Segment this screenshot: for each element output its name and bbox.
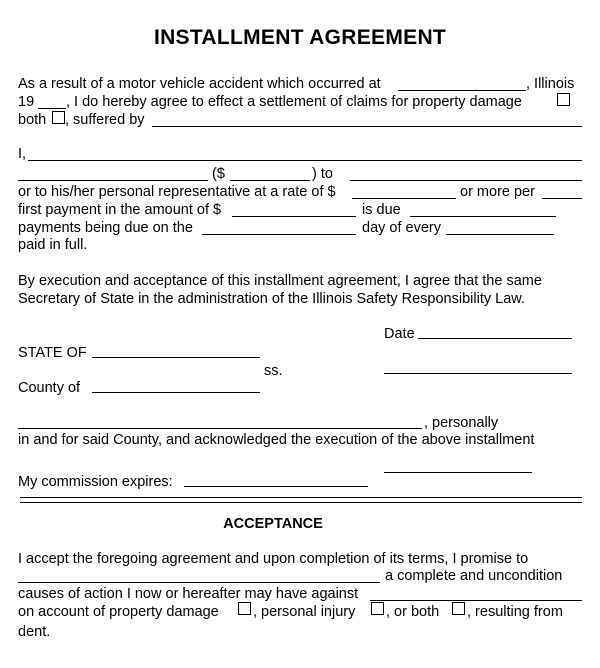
date-label: Date <box>384 326 415 342</box>
acceptance-text-3: causes of action I now or hereafter may have against <box>18 586 359 602</box>
acceptance-property-checkbox[interactable] <box>238 602 251 615</box>
payer-prefix: I, <box>18 146 27 162</box>
year-blank[interactable] <box>38 108 66 109</box>
ss-label: ss. <box>264 363 283 379</box>
commission-expiry-blank[interactable] <box>184 486 368 487</box>
interval-blank[interactable] <box>446 234 554 235</box>
appeared-name-blank[interactable] <box>18 428 422 429</box>
year-prefix: 19 <box>18 94 35 110</box>
or-both-label: , or both <box>386 604 440 620</box>
resulting-from-label: , resulting from <box>467 604 563 620</box>
amount-words-blank[interactable] <box>18 180 208 181</box>
first-payment-label: first payment in the amount of $ <box>18 202 222 218</box>
acceptance-heading: ACCEPTANCE <box>223 516 323 532</box>
intro-state-text: , Illinois <box>526 76 575 92</box>
acceptance-text-2: a complete and uncondition <box>385 568 563 584</box>
paid-in-full-text: paid in full. <box>18 237 88 253</box>
property-damage-label: on account of property damage <box>18 604 219 620</box>
payments-due-label: payments being due on the <box>18 220 193 236</box>
amount-open-label: ($ <box>212 166 225 182</box>
section-divider-top <box>20 497 582 498</box>
document-title: INSTALLMENT AGREEMENT <box>153 26 447 49</box>
acceptance-release-blank[interactable] <box>18 582 380 583</box>
first-payment-blank[interactable] <box>232 216 356 217</box>
execution-text-1: By execution and acceptance of this installment agreement, I agree that the same <box>18 273 542 289</box>
rate-amount-blank[interactable] <box>352 198 456 199</box>
amount-number-blank[interactable] <box>230 180 310 181</box>
acceptance-both-checkbox[interactable] <box>452 602 465 615</box>
or-more-label: or more per <box>460 184 535 200</box>
day-of-every-label: day of every <box>362 220 441 236</box>
notary-public-blank[interactable] <box>384 472 532 473</box>
payer-name-blank[interactable] <box>28 160 582 161</box>
due-date-blank[interactable] <box>410 216 556 217</box>
execution-text-2: Secretary of State in the administration of the Illinois Safety Responsibility Law. <box>18 291 525 307</box>
county-blank[interactable] <box>92 392 260 393</box>
suffered-by-label: , suffered by <box>65 112 145 128</box>
date-blank[interactable] <box>418 338 572 339</box>
payee-blank[interactable] <box>350 180 582 181</box>
personally-label: , personally <box>424 415 499 431</box>
acceptance-text-5: dent. <box>18 624 51 640</box>
both-label: both <box>18 112 47 128</box>
due-day-blank[interactable] <box>202 234 356 235</box>
intro-text-1: As a result of a motor vehicle accident which occurred at <box>18 76 381 92</box>
commission-label: My commission expires: <box>18 474 173 490</box>
state-of-label: STATE OF <box>18 345 87 361</box>
notary-signature-blank[interactable] <box>384 373 572 374</box>
rate-label: or to his/her personal representative at a rate of $ <box>18 184 336 200</box>
is-due-label: is due <box>362 202 401 218</box>
acceptance-text-1: I accept the foregoing agreement and upon completion of its terms, I promise to <box>18 551 529 567</box>
state-blank[interactable] <box>92 357 260 358</box>
suffered-by-blank[interactable] <box>152 126 582 127</box>
section-divider-bottom <box>20 502 582 503</box>
acknowledged-text: in and for said County, and acknowledged the execution of the above installment <box>18 432 535 448</box>
intro-text-2: , I do hereby agree to effect a settlement of claims for property damage <box>66 94 522 110</box>
property-damage-checkbox[interactable] <box>557 93 570 106</box>
accident-location-blank[interactable] <box>398 90 526 91</box>
against-party-blank[interactable] <box>370 600 582 601</box>
acceptance-injury-checkbox[interactable] <box>371 602 384 615</box>
personal-injury-label: , personal injury <box>253 604 356 620</box>
rate-period-blank[interactable] <box>542 198 582 199</box>
payee-to-label: ) to <box>312 166 333 182</box>
county-of-label: County of <box>18 380 81 396</box>
both-checkbox[interactable] <box>52 111 65 124</box>
